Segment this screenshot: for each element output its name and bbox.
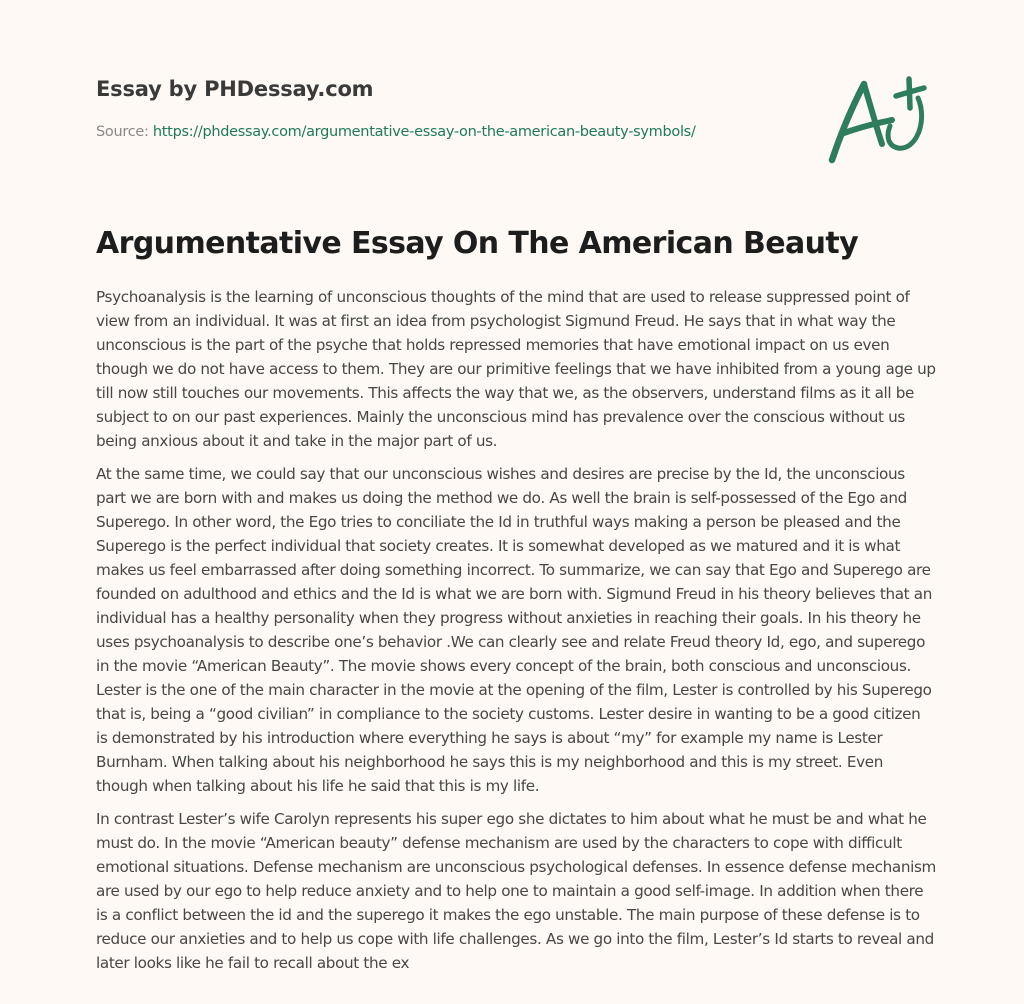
source-link[interactable]: https://phdessay.com/argumentative-essay-on-the-american-beauty-symbols/ xyxy=(152,124,696,140)
essay-paragraph: Psychoanalysis is the learning of unconscious thoughts of the mind that are used to release suppressed point of view from an individual. It was at first an idea from psychologist Sigmund Freud. He says that in what way the unconscious is the part of the psyche that holds repressed memories that have emotional impact on us even though we do not have access to them. They are our primitive feelings that we have inhibited from a young age up till now still touches our movements. This affects the way that we, as the observers, understand films as it all be subject to on our past experiences. Mainly the unconscious mind has prevalence over the conscious without us being anxious about it and take in the major part of us. xyxy=(96,288,936,450)
essay-paragraph: In contrast Lester’s wife Carolyn represents his super ego she dictates to him about what he must be and what he must do. In the movie “American beauty” defense mechanism are used by the characters to cope with difficult emotional situations. Defense mechanism are unconscious psychological defenses. In essence defense mechanism are used by our ego to help reduce anxiety and to help one to maintain a good self-image. In addition when there is a conflict between the id and the superego it makes the ego unstable. The main purpose of these defense is to reduce our anxieties and to help us cope with life challenges. As we go into the film, Lester’s Id starts to reveal and later looks like he fail to recall about the ex xyxy=(96,810,937,972)
essay-body xyxy=(96,285,936,984)
essay-paragraph: At the same time, we could say that our unconscious wishes and desires are precise by the Id, the unconscious part we are born with and makes us doing the method we do. As well the brain is self-possessed of the Ego and Superego. In other word, the Ego tries to conciliate the Id in truthful ways making a person be pleased and the Superego is the perfect individual that society creates. It is somewhat developed as we matured and it is what makes us feel embarrassed after doing something incorrect. To summarize, we can say that Ego and Superego are founded on adulthood and ethics and the Id is what we are born with. Sigmund Freud in his theory believes that an individual has a healthy personality when they progress without anxieties in reaching their goals. In his theory he uses psychoanalysis to describe one’s behavior .We can clearly see and relate Freud theory Id, ego, and superego in the movie “American Beauty”. The movie shows every concept of the brain, both conscious and unconscious. Lester is the one of the main character in the movie at the opening of the film, Lester is controlled by his Superego that is, being a “good civilian” in compliance to the society customs. Lester desire in wanting to be a good citizen is demonstrated by his introduction where everything he says is about “my” for example my name is Lester Burnham. When talking about his neighborhood he says this is my neighborhood and this is my street. Even though when talking about his life he said that this is my life. xyxy=(96,465,932,795)
source-label: Source: xyxy=(96,124,149,140)
source-line xyxy=(96,124,696,140)
essay-title: Argumentative Essay On The American Beauty xyxy=(96,226,859,261)
site-name: Essay by PHDessay.com xyxy=(96,77,374,101)
a-plus-grade-icon xyxy=(820,66,930,166)
